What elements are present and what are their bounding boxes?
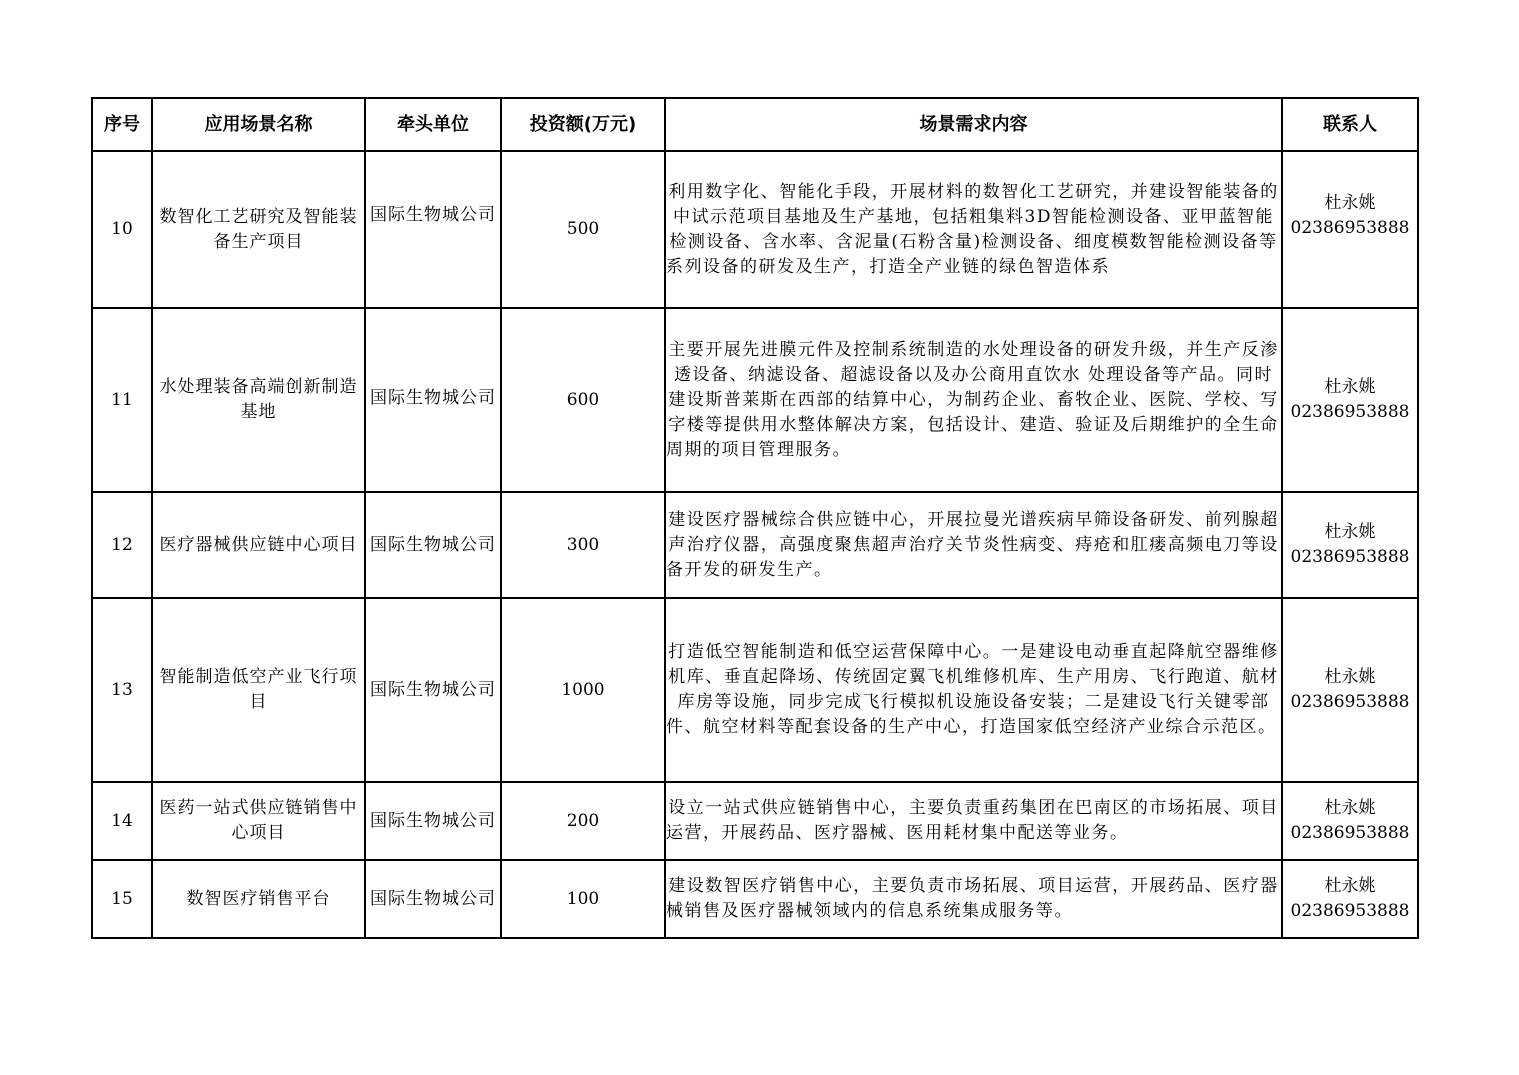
- contact-phone: 02386953888: [1290, 217, 1410, 238]
- row-scene-name: 数智化工艺研究及智能装备生产项目: [152, 151, 365, 308]
- header-investment: 投资额(万元): [501, 98, 665, 151]
- row-content: 设立一站式供应链销售中心，主要负责重药集团在巴南区的市场拓展、项目运营，开展药品、医疗器械、医用耗材集中配送等业务。: [665, 782, 1282, 860]
- row-content: 打造低空智能制造和低空运营保障中心。一是建设电动垂直起降航空器维修机库、垂直起降场、传统固定翼飞机维修机库、生产用房、飞行跑道、航材库房等设施，同步完成飞行模拟机设施设备安装；二是建设飞行关键零部件、航空材料等配套设备的生产中心，打造国家低空经济产业综合示范区。: [665, 598, 1282, 782]
- row-investment: 1000: [501, 598, 665, 782]
- row-seq: 15: [92, 860, 152, 938]
- contact-phone: 02386953888: [1290, 547, 1410, 567]
- row-contact: [1282, 492, 1418, 598]
- header-contact: 联系人: [1282, 98, 1418, 151]
- row-lead-unit: [365, 308, 501, 492]
- contact-name: 杜永姚: [1324, 522, 1376, 542]
- row-seq: 12: [92, 492, 152, 598]
- contact-phone: 02386953888: [1290, 402, 1410, 422]
- table-row: [92, 860, 1418, 938]
- row-seq: 13: [92, 598, 152, 782]
- row-investment: 500: [501, 151, 665, 308]
- row-lead-unit-text: 国际生物城公司: [370, 679, 496, 700]
- row-investment: 100: [501, 860, 665, 938]
- row-contact: [1282, 782, 1418, 860]
- header-seq: 序号: [92, 98, 152, 151]
- row-lead-unit-text: 国际生物城公司: [370, 810, 496, 831]
- row-scene-name: 数智医疗销售平台: [152, 860, 365, 938]
- row-contact: [1282, 151, 1418, 308]
- row-contact: [1282, 308, 1418, 492]
- row-lead-unit: [365, 782, 501, 860]
- table-row: [92, 308, 1418, 492]
- contact-name: 杜永姚: [1324, 798, 1376, 818]
- row-scene-name: 水处理装备高端创新制造基地: [152, 308, 365, 492]
- row-content: 建设医疗器械综合供应链中心，开展拉曼光谱疾病早筛设备研发、前列腺超声治疗仪器，高强度聚焦超声治疗关节炎性病变、痔疮和肛瘘高频电刀等设备开发的研发生产。: [665, 492, 1282, 598]
- project-table: [91, 97, 1419, 939]
- row-scene-name: 医疗器械供应链中心项目: [152, 492, 365, 598]
- row-lead-unit-text: 国际生物城公司: [370, 888, 496, 909]
- row-contact: [1282, 860, 1418, 938]
- contact-name: 杜永姚: [1324, 667, 1376, 687]
- row-scene-name: 智能制造低空产业飞行项目: [152, 598, 365, 782]
- row-investment: 300: [501, 492, 665, 598]
- row-content: 建设数智医疗销售中心，主要负责市场拓展、项目运营，开展药品、医疗器械销售及医疗器械领域内的信息系统集成服务等。: [665, 860, 1282, 938]
- row-lead-unit-text: 国际生物城公司: [370, 534, 496, 555]
- header-name: 应用场景名称: [152, 98, 365, 151]
- row-lead-unit: [365, 492, 501, 598]
- row-scene-name: 医药一站式供应链销售中心项目: [152, 782, 365, 860]
- table-row: [92, 151, 1418, 308]
- row-contact: [1282, 598, 1418, 782]
- row-seq: 14: [92, 782, 152, 860]
- contact-name: 杜永姚: [1324, 876, 1376, 896]
- row-lead-unit-text: 国际生物城公司: [370, 387, 496, 408]
- row-seq: 10: [92, 151, 152, 308]
- contact-name: 杜永姚: [1324, 192, 1376, 213]
- table-row: [92, 782, 1418, 860]
- contact-phone: 02386953888: [1290, 823, 1410, 843]
- header-unit: 牵头单位: [365, 98, 501, 151]
- row-content: 主要开展先进膜元件及控制系统制造的水处理设备的研发升级，并生产反渗透设备、纳滤设备、超滤设备以及办公商用直饮水 处理设备等产品。同时建设斯普莱斯在西部的结算中心，为制药企业、畜牧企业、医院、学校、写字楼等提供用水整体解决方案，包括设计、建造、验证及后期维护的全生命周期的项目管理服务。: [665, 308, 1282, 492]
- row-content: 利用数字化、智能化手段，开展材料的数智化工艺研究，并建设智能装备的中试示范项目基地及生产基地，包括粗集料3D智能检测设备、亚甲蓝智能检测设备、含水率、含泥量(石粉含量)检测设备、细度模数智能检测设备等系列设备的研发及生产，打造全产业链的绿色智造体系: [665, 151, 1282, 308]
- header-content: 场景需求内容: [665, 98, 1282, 151]
- row-lead-unit: [365, 151, 501, 308]
- table-header-row: [92, 98, 1418, 151]
- row-investment: 200: [501, 782, 665, 860]
- contact-phone: 02386953888: [1290, 901, 1410, 921]
- row-investment: 600: [501, 308, 665, 492]
- row-lead-unit: [365, 598, 501, 782]
- table-row: [92, 492, 1418, 598]
- contact-phone: 02386953888: [1290, 692, 1410, 712]
- row-lead-unit-text: 国际生物城公司: [370, 205, 496, 225]
- table-row: [92, 598, 1418, 782]
- contact-name: 杜永姚: [1324, 377, 1376, 397]
- row-lead-unit: [365, 860, 501, 938]
- row-seq: 11: [92, 308, 152, 492]
